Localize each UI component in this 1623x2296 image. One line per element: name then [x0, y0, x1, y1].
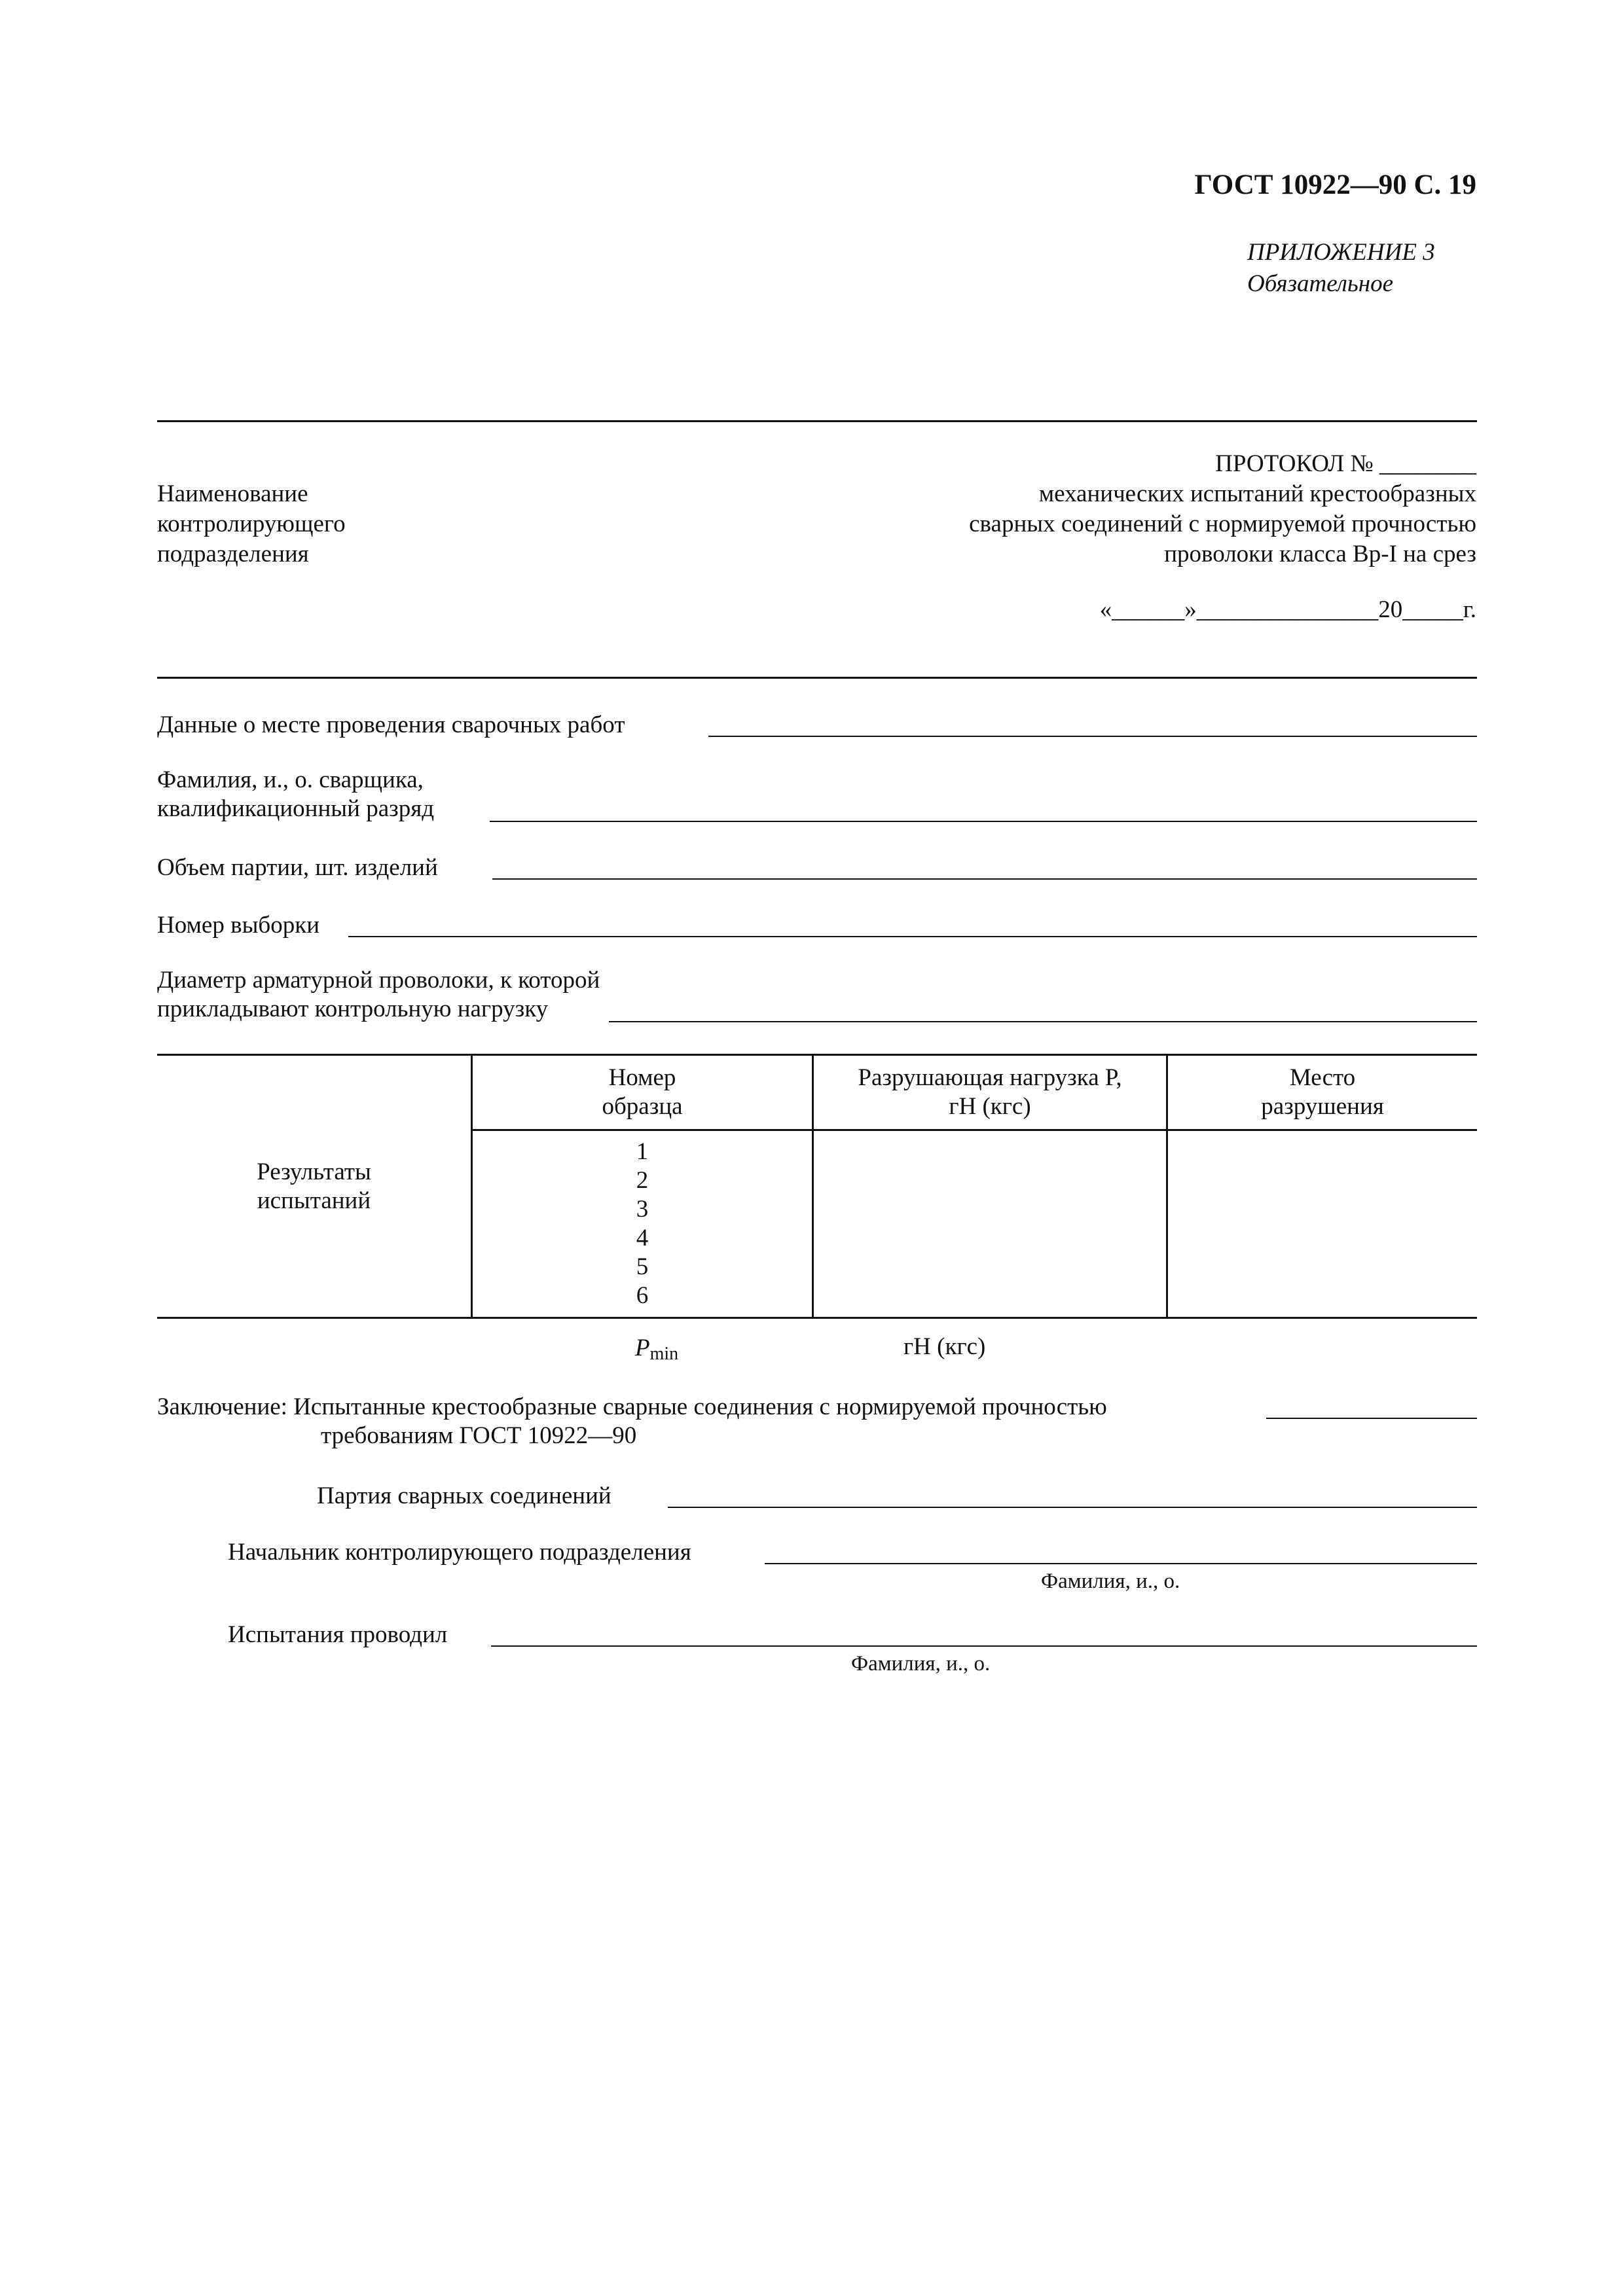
org-name-block	[157, 479, 346, 569]
conclusion-text: Заключение: Испытанные крестообразные сварные соединения с нормируемой прочностью	[157, 1393, 1107, 1420]
sample-number: 1	[636, 1138, 649, 1165]
head-caption: Фамилия, и., о.	[1041, 1570, 1180, 1593]
tester-caption: Фамилия, и., о.	[851, 1652, 991, 1676]
col-header-sample-number: Номер образца	[472, 1055, 813, 1130]
col-header-failure-location: Место разрушения	[1167, 1055, 1478, 1130]
protocol-block	[969, 449, 1476, 569]
protocol-subtitle-line: сварных соединений с нормируемой прочностью	[969, 511, 1476, 537]
welding-place-label: Данные о месте проведения сварочных работ	[157, 711, 625, 738]
appendix-subtitle: Обязательное	[1247, 270, 1394, 297]
top-rule	[157, 420, 1477, 422]
diameter-label-cont: прикладывают контрольную нагрузку	[157, 996, 549, 1022]
protocol-subtitle-line: механических испытаний крестообразных	[1038, 480, 1476, 507]
diameter-label: Диаметр арматурной проволоки, к которой	[157, 967, 600, 994]
failure-location-cell[interactable]	[1167, 1130, 1478, 1318]
sample-numbers-cell	[472, 1130, 813, 1318]
results-row-label: Результаты испытаний	[157, 1055, 472, 1318]
pmin-unit: гН (кгс)	[903, 1333, 986, 1360]
batch-volume-field[interactable]	[492, 878, 1477, 880]
header-bottom-rule	[157, 677, 1477, 679]
welding-place-field[interactable]	[708, 736, 1477, 737]
sample-number: 2	[636, 1167, 649, 1194]
pmin-subscript: min	[649, 1344, 679, 1364]
appendix-block	[1247, 237, 1435, 300]
protocol-title: ПРОТОКОЛ № ________	[1215, 450, 1476, 477]
tester-signature-field[interactable]	[491, 1645, 1477, 1647]
head-label: Начальник контролирующего подразделения	[228, 1539, 691, 1566]
welder-field[interactable]	[490, 821, 1477, 822]
conclusion-field[interactable]	[1266, 1418, 1477, 1419]
conclusion-text-cont: требованиям ГОСТ 10922—90	[321, 1422, 637, 1449]
sample-number-label: Номер выборки	[157, 912, 320, 939]
batch-volume-label: Объем партии, шт. изделий	[157, 854, 438, 881]
batch-field[interactable]	[668, 1507, 1477, 1508]
sample-number: 3	[636, 1196, 649, 1223]
diameter-field[interactable]	[609, 1021, 1477, 1022]
tester-label: Испытания проводил	[228, 1621, 448, 1648]
sample-number-field[interactable]	[348, 936, 1477, 937]
org-name-line: контролирующего	[157, 511, 346, 537]
results-table	[157, 1054, 1477, 1319]
sample-number: 6	[636, 1282, 649, 1309]
pmin-label	[635, 1334, 678, 1365]
head-signature-field[interactable]	[765, 1563, 1477, 1564]
protocol-subtitle-line: проволоки класса Вр-I на срез	[1164, 541, 1476, 567]
welder-name-label: Фамилия, и., о. сварщика,	[157, 766, 424, 793]
welder-grade-label: квалификационный разряд	[157, 795, 435, 822]
sample-number: 4	[636, 1225, 649, 1251]
col-header-breaking-load: Разрушающая нагрузка P, гН (кгс)	[813, 1055, 1167, 1130]
sample-number: 5	[636, 1253, 649, 1280]
batch-label: Партия сварных соединений	[317, 1482, 611, 1509]
page-header: ГОСТ 10922—90 С. 19	[1194, 170, 1476, 200]
org-name-line: подразделения	[157, 541, 309, 567]
breaking-load-cell[interactable]	[813, 1130, 1167, 1318]
org-name-line: Наименование	[157, 480, 308, 507]
protocol-date: «______»_______________20_____г.	[1099, 596, 1476, 623]
appendix-title: ПРИЛОЖЕНИЕ 3	[1247, 239, 1435, 266]
pmin-symbol: P	[635, 1335, 650, 1361]
